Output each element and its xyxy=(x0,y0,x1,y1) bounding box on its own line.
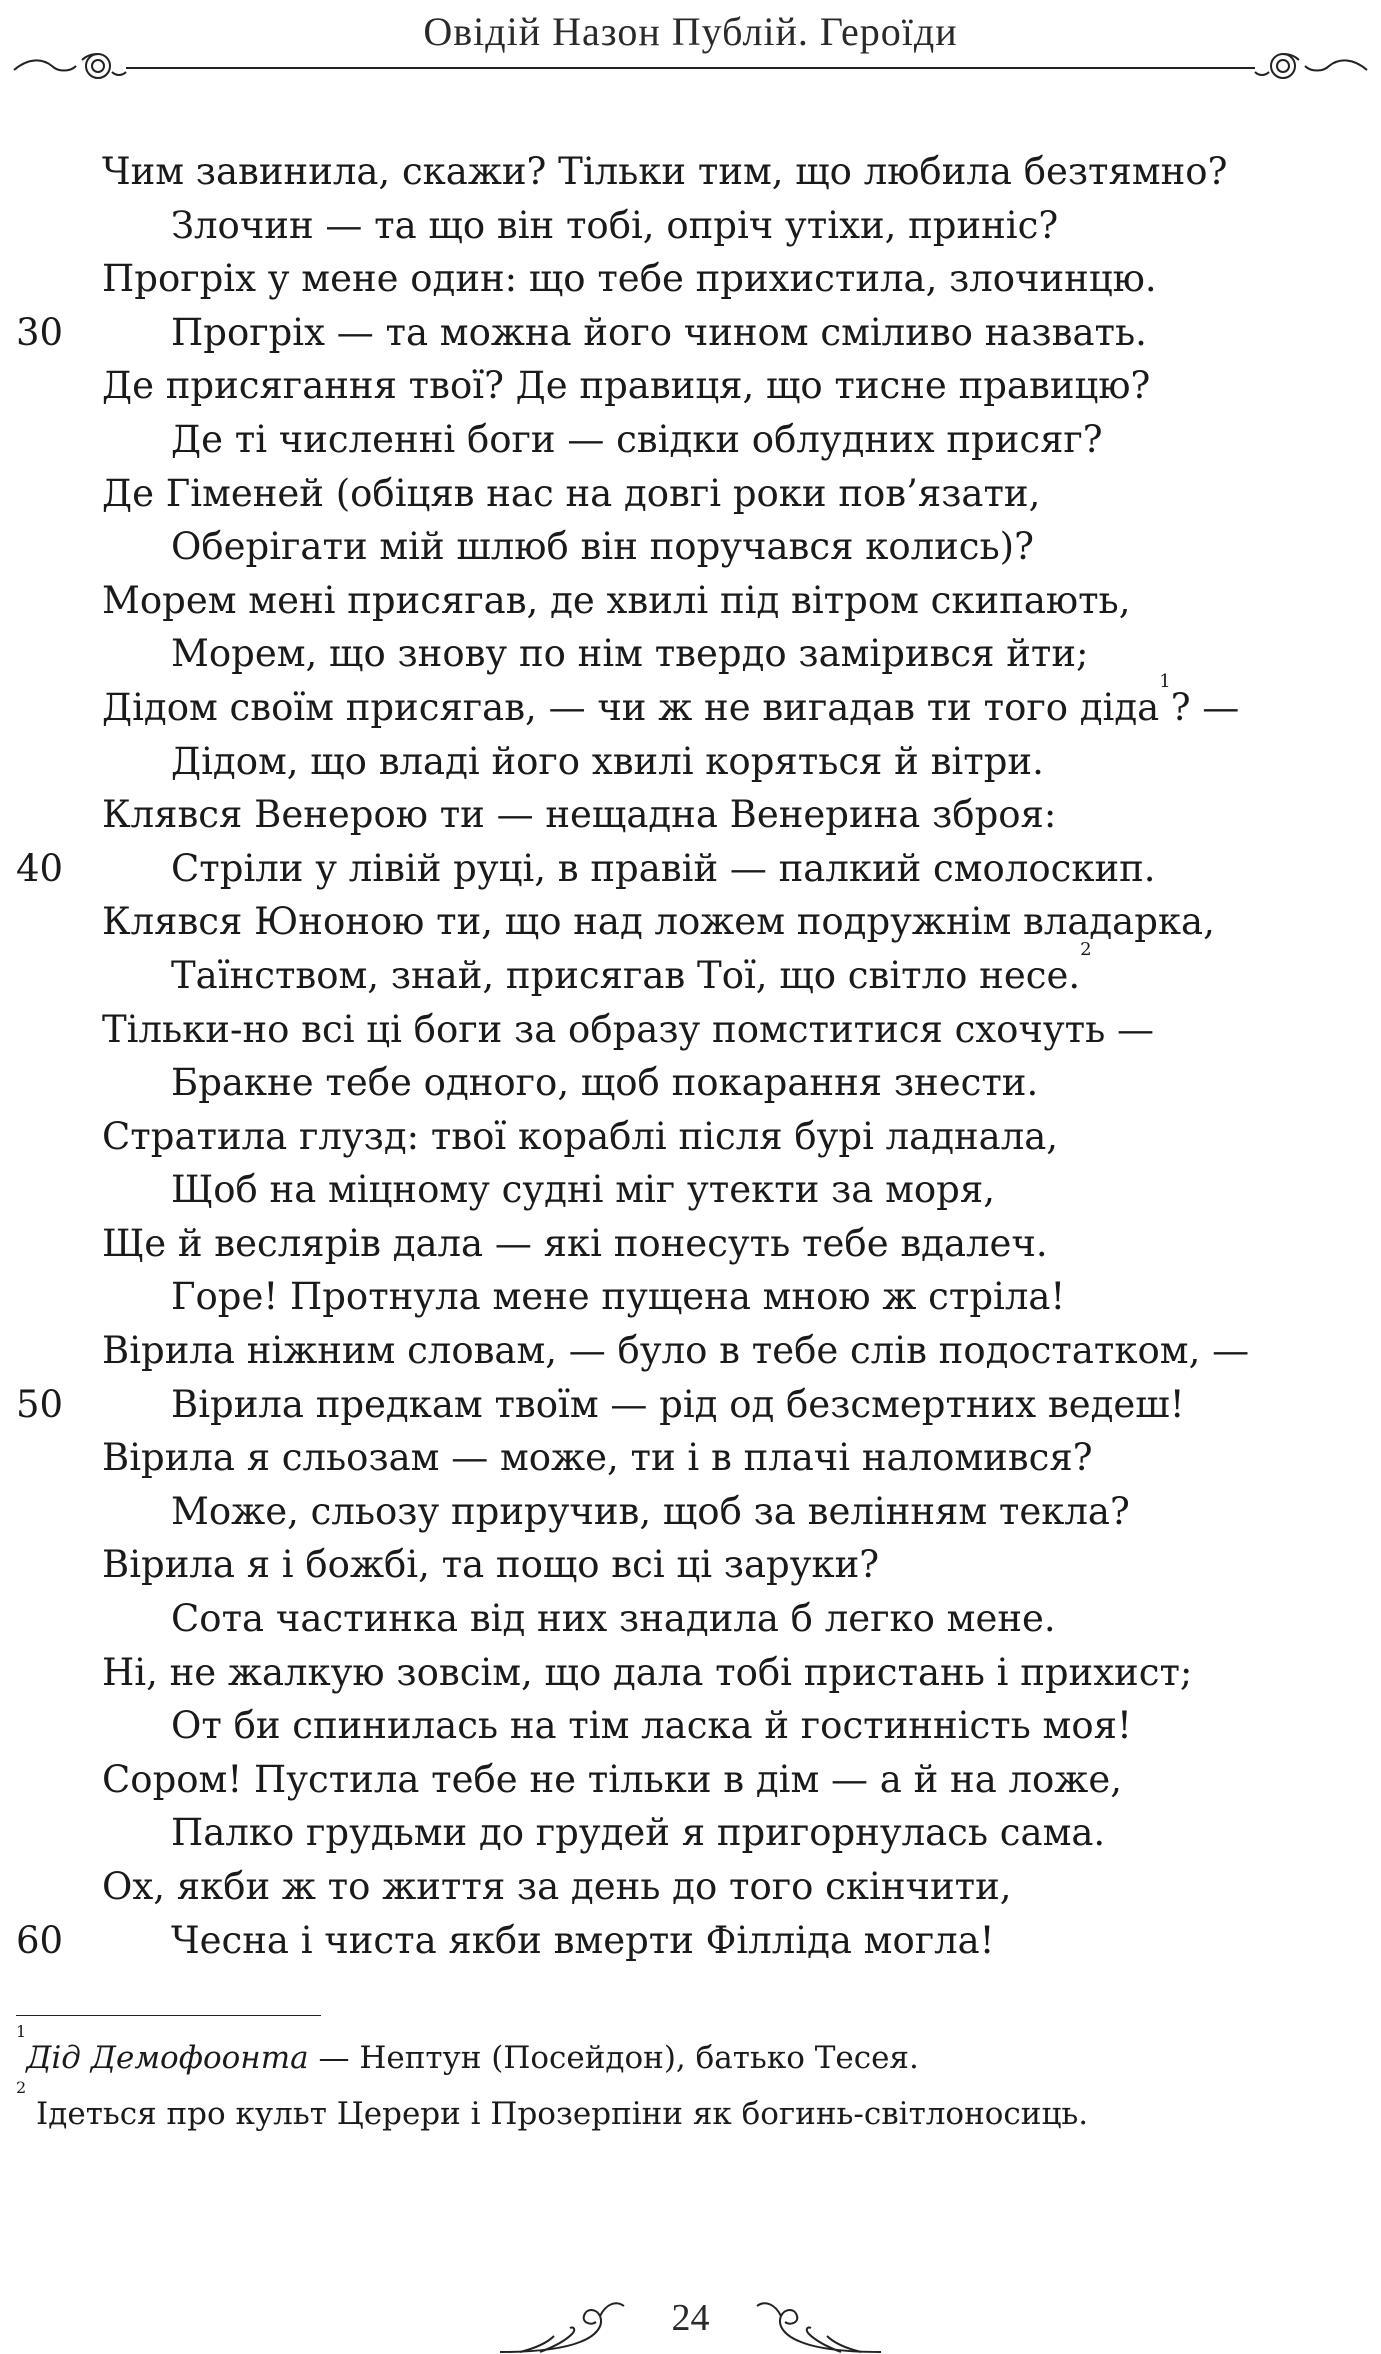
poem-line xyxy=(0,788,1381,842)
header-title: Овідій Назон Публій. Героїди xyxy=(423,9,958,54)
footnote-rule xyxy=(16,2015,321,2016)
line-text xyxy=(102,467,1040,521)
line-text-main: Прогріх у мене один: що тебе прихистила, злочинцю. xyxy=(102,257,1157,301)
poem-line xyxy=(0,520,1381,574)
line-text xyxy=(171,735,1044,789)
poem-line xyxy=(0,1485,1381,1539)
poem-line xyxy=(0,627,1381,681)
poem-line xyxy=(0,306,1381,360)
line-text-main: Горе! Протнула мене пущена мною ж стріла! xyxy=(171,1275,1066,1319)
poem-line xyxy=(0,842,1381,896)
line-text xyxy=(171,1699,1132,1753)
poem-line xyxy=(0,1538,1381,1592)
poem-line xyxy=(0,574,1381,628)
poem-line xyxy=(0,895,1381,949)
footnote xyxy=(16,2078,1356,2142)
line-text xyxy=(102,788,1056,842)
line-number: 50 xyxy=(16,1382,64,1426)
line-number: 30 xyxy=(16,310,64,354)
poem-line xyxy=(0,1806,1381,1860)
line-text xyxy=(171,1270,1065,1324)
line-text xyxy=(102,1860,1012,1914)
line-text xyxy=(171,1806,1105,1860)
poem-line xyxy=(0,1110,1381,1164)
poem-line xyxy=(0,1217,1381,1271)
line-text-main: Чесна і чиста якби вмерти Філліда могла! xyxy=(171,1918,995,1962)
line-text xyxy=(171,1485,1130,1539)
poem-line xyxy=(0,413,1381,467)
right-flourish-icon xyxy=(1255,54,1367,78)
footnote-marker[interactable]: 1 xyxy=(1159,670,1171,692)
line-text-main: Бракне тебе одного, щоб покарання знести. xyxy=(171,1061,1039,1105)
page-number: 24 xyxy=(671,2297,710,2339)
line-text-main: Де присягання твої? Де правиця, що тисне правицю? xyxy=(102,364,1151,408)
poem-line xyxy=(0,1914,1381,1968)
line-text xyxy=(102,1324,1249,1378)
line-text-main: От би спинилась на тім ласка й гостинність моя! xyxy=(171,1704,1132,1748)
poem-line xyxy=(0,359,1381,413)
poem-line xyxy=(0,1699,1381,1753)
line-text-main: Сота частинка від них знадила б легко мене. xyxy=(171,1597,1056,1641)
line-text-main: Вірила я і божбі, та пощо всі ці заруки? xyxy=(102,1543,880,1587)
line-text xyxy=(102,1538,879,1592)
page-footer xyxy=(0,2290,1381,2354)
line-text-main: Вірила ніжним словам, — було в тебе слів подостатком, — xyxy=(102,1329,1250,1373)
line-text xyxy=(102,1753,1122,1807)
line-text xyxy=(102,145,1227,199)
line-text xyxy=(102,359,1150,413)
line-text-main: Сором! Пустила тебе не тільки в дім — а й на ложе, xyxy=(102,1757,1122,1801)
poem-line xyxy=(0,1003,1381,1057)
line-text-main: Прогріх — та можна його чином сміливо назвать. xyxy=(171,310,1147,354)
line-text xyxy=(102,895,1215,949)
line-text-main: Ще й веслярів дала — які понесуть тебе вдалеч. xyxy=(102,1221,1048,1265)
line-text-main: Клявся Юноною ти, що над ложем подружнім владарка, xyxy=(102,900,1215,944)
line-text-main: Ні, не жалкую зовсім, що дала тобі пристань і прихист; xyxy=(102,1650,1193,1694)
footnotes xyxy=(16,2022,1356,2142)
line-text-main: Морем, що знову по нім твердо замірився йти; xyxy=(171,632,1089,676)
line-text-main: Стріли у лівій руці, в правій — палкий смолоскип. xyxy=(171,846,1156,890)
poem-line xyxy=(0,199,1381,253)
poem-line xyxy=(0,1431,1381,1485)
line-text-main: Щоб на міцному судні міг утекти за моря, xyxy=(171,1168,995,1212)
line-text xyxy=(171,842,1156,896)
line-text xyxy=(102,1431,1093,1485)
line-text-main: Злочин — та що він тобі, опріч утіхи, приніс? xyxy=(171,203,1059,247)
line-text xyxy=(102,1217,1048,1271)
line-text-main: Стратила глузд: твої кораблі після бурі ладнала, xyxy=(102,1114,1059,1158)
poem-line xyxy=(0,1056,1381,1110)
poem-line xyxy=(0,735,1381,789)
poem-line xyxy=(0,1270,1381,1324)
line-text xyxy=(171,520,1034,574)
line-text-main: Палко грудьми до грудей я пригорнулась сама. xyxy=(171,1811,1106,1855)
line-text-main: Де ті численні боги — свідки облудних присяг? xyxy=(171,417,1103,461)
line-text-main: Ох, якби ж то життя за день до того скінчити, xyxy=(102,1865,1012,1908)
poem-line xyxy=(0,1378,1381,1432)
footnote-number: 1 xyxy=(16,2022,27,2041)
poem-line xyxy=(0,670,1381,735)
poem-line xyxy=(0,1860,1381,1914)
line-text-main: Чим завинила, скажи? Тільки тим, що любила безтямно? xyxy=(102,150,1228,193)
line-text-main: Таїнством, знай, присягав Тої, що світло несе. xyxy=(171,953,1081,997)
line-text xyxy=(171,1163,995,1217)
line-text-main: Вірила я сльозам — може, ти і в плачі наломився? xyxy=(102,1436,1093,1480)
line-text xyxy=(171,306,1147,360)
poem-line xyxy=(0,145,1381,199)
running-header xyxy=(0,0,1381,80)
line-text-main: Вірила предкам твоїм — рід од безсмертних ведеш! xyxy=(171,1382,1185,1426)
poem-line xyxy=(0,252,1381,306)
poem-line xyxy=(0,1324,1381,1378)
line-text xyxy=(102,252,1157,306)
line-text xyxy=(171,1914,995,1968)
line-text xyxy=(171,1056,1038,1110)
line-text xyxy=(102,1110,1058,1164)
footnote xyxy=(16,2022,1356,2086)
line-text xyxy=(102,1003,1154,1057)
line-text xyxy=(171,1592,1056,1646)
line-number: 40 xyxy=(16,846,64,890)
line-text-main: Де Гіменей (обіцяв нас на довгі роки пов’язати, xyxy=(102,471,1041,515)
line-text-main: Тільки-но всі ці боги за образу помститися схочуть — xyxy=(102,1007,1155,1051)
left-flourish-icon xyxy=(14,54,126,78)
line-text-main: Морем мені присягав, де хвилі під вітром скипають, xyxy=(102,578,1131,622)
line-text xyxy=(102,574,1130,628)
poem-line xyxy=(0,1753,1381,1807)
line-text-main: Клявся Венерою ти — нещадна Венерина зброя: xyxy=(102,793,1057,837)
line-text-main: Дідом своїм присягав, — чи ж не вигадав ти того діда xyxy=(102,685,1160,729)
footnote-text: — Нептун (Посейдон), батько Тесея. xyxy=(308,2040,919,2076)
line-text xyxy=(102,670,1240,735)
footnote-term: Дід Демофоонта xyxy=(26,2040,309,2076)
line-text-main: Оберігати мій шлюб він поручався колись)? xyxy=(171,525,1034,569)
poem-line xyxy=(0,1592,1381,1646)
line-text xyxy=(171,1378,1185,1432)
line-text-tail: ? — xyxy=(1170,685,1240,729)
poem-body xyxy=(0,145,1381,1967)
line-text xyxy=(171,199,1058,253)
footnote-marker[interactable]: 2 xyxy=(1080,938,1092,960)
poem-line xyxy=(0,1163,1381,1217)
footnote-text: Ідеться про культ Церери і Прозерпіни як богинь-світлоносиць. xyxy=(26,2096,1089,2132)
poem-line xyxy=(0,467,1381,521)
line-text xyxy=(171,413,1103,467)
line-number: 60 xyxy=(16,1918,64,1962)
line-text xyxy=(171,627,1089,681)
line-text xyxy=(171,938,1092,1003)
footnote-number: 2 xyxy=(16,2078,27,2097)
poem-line xyxy=(0,938,1381,1003)
line-text-main: Дідом, що владі його хвилі коряться й вітри. xyxy=(171,739,1044,783)
line-text-main: Може, сльозу приручив, щоб за велінням текла? xyxy=(171,1489,1130,1533)
poem-line xyxy=(0,1646,1381,1700)
line-text xyxy=(102,1646,1192,1700)
